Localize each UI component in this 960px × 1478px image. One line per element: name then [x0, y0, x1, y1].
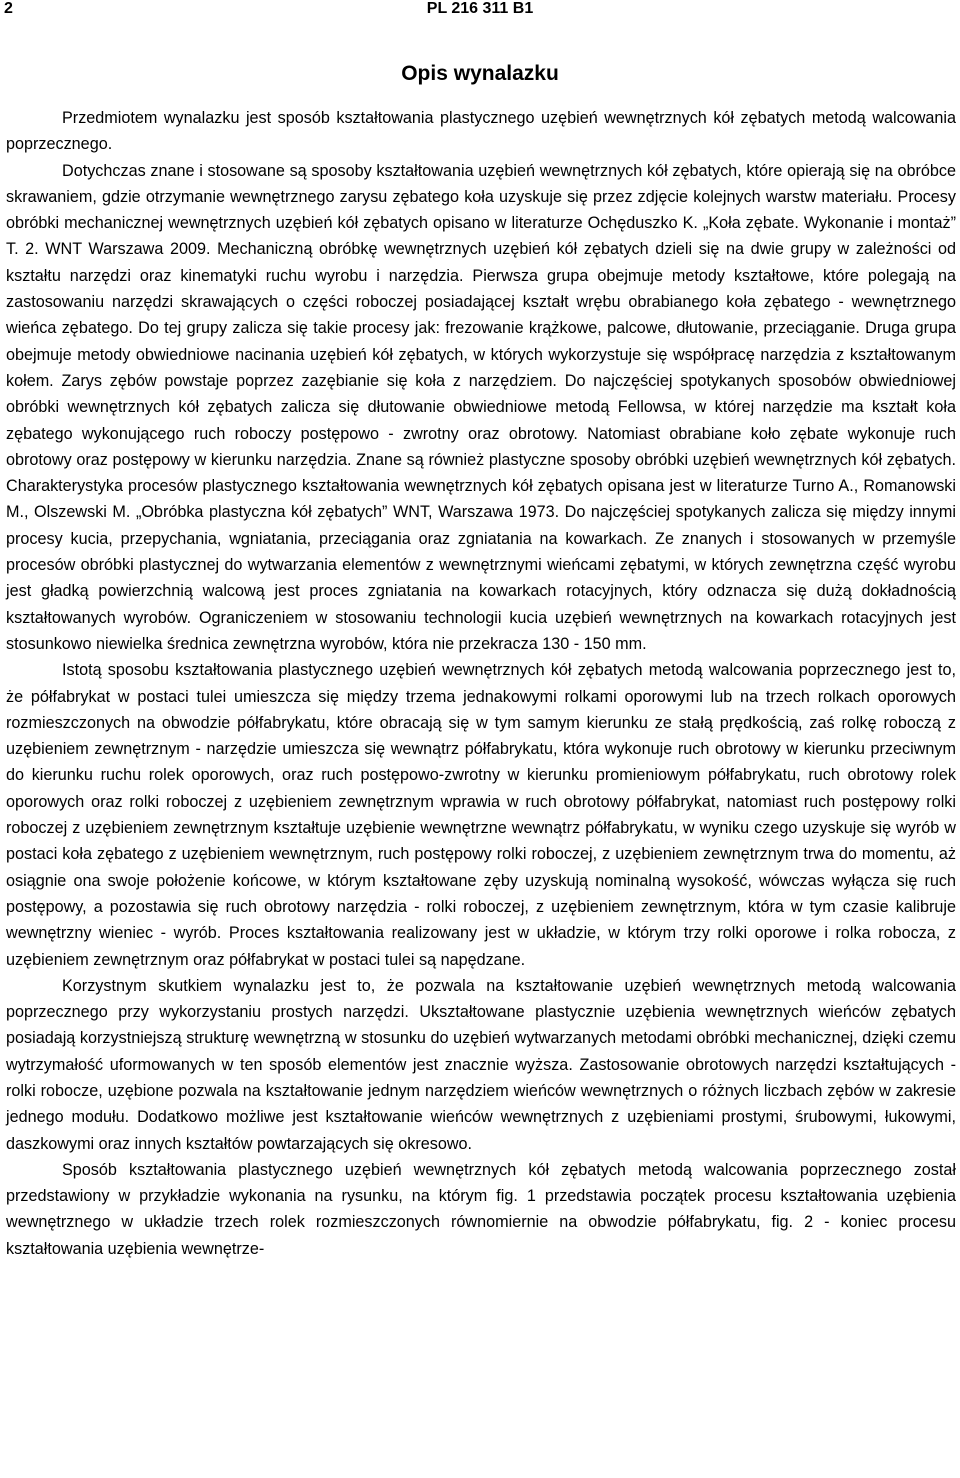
document-body — [6, 105, 956, 1262]
paragraph: Istotą sposobu kształtowania plastycznego uzębień wewnętrznych kół zębatych metodą walcowania poprzecznego jest to, że półfabrykat w postaci tulei umieszcza się między trzema jednakowymi rolkami oporowymi lub na trzech rolkach oporowych rozmieszczonych na obwodzie półfabrykatu, które obracają się w tym samym kierunku ze stałą prędkością, zaś rolkę roboczą z uzębieniem zewnętrznym - narzędzie umieszcza się wewnątrz półfabrykatu, która wykonuje ruch obrotowy w kierunku przeciwnym do kierunku ruchu rolek oporowych, oraz ruch postępowo-zwrotny w kierunku promieniowym półfabrykatu, ruch obrotowy rolek oporowych oraz rolki roboczej z uzębieniem zewnętrznym wprawia w ruch obrotowy półfabrykat, natomiast ruch postępowy rolki roboczej z uzębieniem zewnętrznym kształtuje uzębienie wewnętrzne wewnątrz półfabrykatu, w wyniku czego uzyskuje się wyrób w postaci koła zębatego z uzębieniem wewnętrznym, ruch postępowy rolki roboczej, z uzębieniem zewnętrznym trwa do momentu, aż osiągnie ona swoje położenie końcowe, w którym kształtowane zęby uzyskują nominalną wysokość, wówczas wyłącza się ruch postępowy, a pozostawia się ruch obrotowy narzędzia - rolki roboczej, z uzębieniem zewnętrznym, która w tym czasie kalibruje wewnętrzny wieniec - wyrób. Proces kształtowania realizowany jest w układzie, w którym trzy rolki oporowe i rolka robocza, z uzębieniem zewnętrznym oraz półfabrykat w postaci tulei są napędzane. — [6, 661, 956, 969]
document-title: Opis wynalazku — [401, 62, 559, 85]
paragraph: Korzystnym skutkiem wynalazku jest to, że pozwala na kształtowanie uzębień wewnętrznych metodą walcowania poprzecznego przy wykorzystaniu prostych narzędzi. Ukształtowane plastycznie uzębienia wewnętrznych wieńców zębatych posiadają korzystniejszą strukturę wewnętrzną w stosunku do uzębień wytwarzanych metodami obróbki mechanicznej, dzięki czemu wytrzymałość uformowanych w ten sposób elementów jest znacznie wyższa. Zastosowanie obrotowych narzędzi kształtujących - rolki robocze, uzębione pozwala na kształtowanie jednym narzędziem wieńców wewnętrznych o różnych liczbach zębów w zakresie jednego modułu. Dodatkowo możliwe jest kształtowanie wieńców wewnętrznych z uzębieniami prostymi, śrubowymi, łukowymi, daszkowymi oraz innych kształtów powtarzających się okresowo. — [6, 976, 956, 1153]
page-number: 2 — [4, 0, 13, 17]
paragraph: Sposób kształtowania plastycznego uzębień wewnętrznych kół zębatych metodą walcowania poprzecznego został przedstawiony w przykładzie wykonania na rysunku, na którym fig. 1 przedstawia początek procesu kształtowania uzębienia wewnętrznego w układzie trzech rolek rozmieszczonych równomiernie na obwodzie półfabrykatu, fig. 2 - koniec procesu kształtowania uzębienia wewnętrze- — [6, 1160, 956, 1258]
patent-number: PL 216 311 B1 — [426, 0, 534, 17]
paragraph: Dotychczas znane i stosowane są sposoby kształtowania uzębień wewnętrznych kół zębatych, które opierają się na obróbce skrawaniem, gdzie otrzymanie wewnętrznego zarysu zębatego koła uzyskuje się przez zdjęcie kolejnych warstw materiału. Procesy obróbki mechanicznej wewnętrznych uzębień kół zębatych opisano w literaturze Ochęduszko K. „Koła zębate. Wykonanie i montaż” T. 2. WNT Warszawa 2009. Mechaniczną obróbkę wewnętrznych uzębień kół zębatych dzieli się na dwie grupy w zależności od kształtu narzędzi oraz kinematyki ruchu wyrobu i narzędzia. Pierwsza grupa obejmuje metody kształtowe, które polegają na zastosowaniu narzędzi skrawających o części roboczej posiadającej kształt wrębu obrabianego koła zębatego - wewnętrznego wieńca zębatego. Do tej grupy zalicza się takie procesy jak: frezowanie krążkowe, palcowe, dłutowanie, przeciąganie. Druga grupa obejmuje metody obwiedniowe nacinania uzębień kół zębatych, w których wykorzystuje się współpracę narzędzia z kształtowanym kołem. Zarys zębów powstaje poprzez zazębianie się koła z narzędziem. Do najczęściej spotykanych sposobów obwiedniowej obróbki wewnętrznych kół zębatych zalicza się dłutowanie obwiedniowe metodą Fellowsa, w której narzędzie ma kształt koła zębatego wykonującego ruch roboczy postępowo - zwrotny oraz obrotowy. Natomiast obrabiane koło zębate wykonuje ruch obrotowy oraz postępowy w kierunku narzędzia. Znane są również plastyczne sposoby obróbki uzębień wewnętrznych kół zębatych. Charakterystyka procesów plastycznego kształtowania wewnętrznych kół zębatych opisana jest w literaturze Turno A., Romanowski M., Olszewski M. „Obróbka plastyczna kół zębatych” WNT, Warszawa 1973. Do najczęściej spotykanych zalicza się między innymi procesy kucia, przepychania, wgniatania, przeciągania oraz zgniatania na kowarkach. Ze znanych i stosowanych w przemyśle procesów obróbki plastycznej do wytwarzania elementów z wewnętrznymi wieńcami zębatymi, w których zewnętrzna część wyrobu jest gładką powierzchnią walcową jest proces zgniatania na kowarkach rotacyjnych, który odznacza się dużą dokładnością kształtowanych wyrobów. Ograniczeniem w stosowaniu technologii kucia uzębień wewnętrznych na kowarkach rotacyjnych jest stosunkowo niewielka średnica zewnętrzna wyrobów, która nie przekracza 130 - 150 mm. — [6, 161, 956, 653]
page-header — [4, 0, 956, 22]
paragraph: Przedmiotem wynalazku jest sposób kształtowania plastycznego uzębień wewnętrznych kół zębatych metodą walcowania poprzecznego. — [6, 109, 956, 154]
